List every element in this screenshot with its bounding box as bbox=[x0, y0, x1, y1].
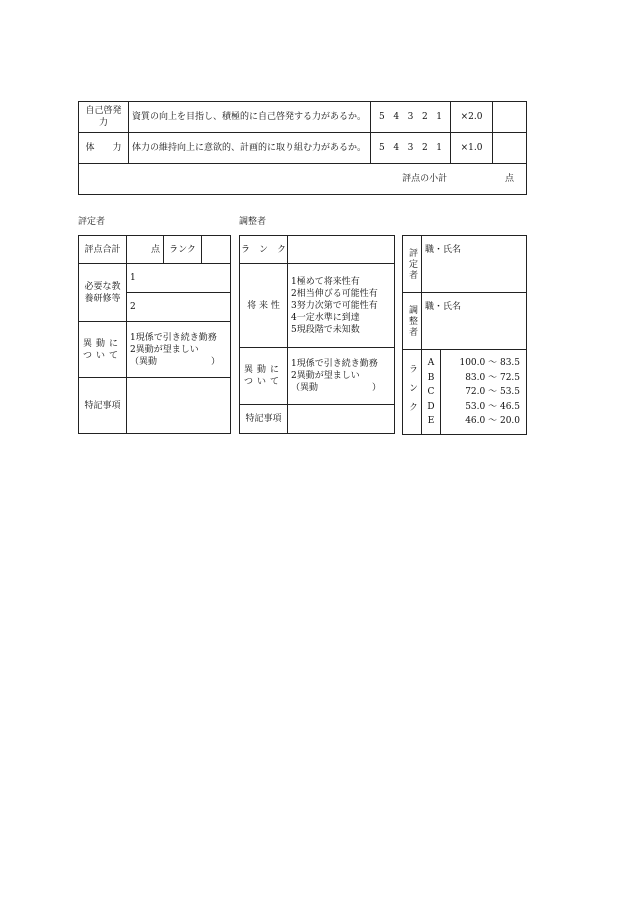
score-3[interactable]: 3 bbox=[407, 112, 414, 122]
adjuster-rank-cell[interactable] bbox=[288, 236, 395, 264]
rank-letter: B bbox=[427, 372, 435, 383]
score-result-cell[interactable] bbox=[493, 133, 527, 164]
rank-value-cell[interactable] bbox=[202, 236, 231, 264]
remarks-label: 特記事項 bbox=[79, 378, 127, 434]
evaluator-signoff-label: 評定者 bbox=[403, 236, 422, 293]
rank-letters bbox=[422, 350, 441, 435]
criteria-name: 自己啓発力 bbox=[79, 102, 129, 133]
future-option[interactable]: 5現段階で未知数 bbox=[291, 324, 360, 335]
rank-letter: A bbox=[427, 358, 435, 368]
future-label: 将 来 性 bbox=[240, 264, 288, 348]
criteria-desc: 資質の向上を目指し、積極的に自己啓発する力があるか。 bbox=[129, 102, 371, 133]
criteria-table bbox=[78, 101, 527, 195]
score-4[interactable]: 4 bbox=[393, 112, 400, 122]
weight: ×2.0 bbox=[451, 102, 493, 133]
score-1[interactable]: 1 bbox=[436, 143, 442, 153]
score-options bbox=[371, 102, 451, 133]
rank-range: 72.0 ～ 53.5 bbox=[465, 387, 521, 397]
subtotal-cell[interactable] bbox=[79, 164, 527, 195]
rank-letter: E bbox=[427, 416, 435, 426]
transfer-option[interactable]: （異動 ） bbox=[291, 383, 382, 393]
transfer-label: 異動について bbox=[79, 322, 127, 378]
adjuster-remarks-label: 特記事項 bbox=[240, 405, 288, 434]
evaluator-heading: 評定者 bbox=[78, 217, 106, 227]
rank-range: 83.0 ～ 72.5 bbox=[465, 372, 521, 383]
name-label: 職・氏名 bbox=[425, 245, 462, 255]
adjuster-signoff-label: 調整者 bbox=[403, 293, 422, 350]
adjuster-table bbox=[239, 235, 395, 434]
transfer-option[interactable]: 2異動が望ましい bbox=[130, 344, 199, 355]
subtotal-label: 評点の小計 bbox=[402, 174, 448, 184]
transfer-option[interactable]: 2異動が望ましい bbox=[291, 371, 360, 381]
name-label: 職・氏名 bbox=[425, 302, 462, 312]
subtotal-row bbox=[79, 164, 527, 195]
criteria-row bbox=[79, 133, 527, 164]
future-option[interactable]: 4一定水準に到達 bbox=[291, 312, 360, 323]
rank-label: ランク bbox=[164, 236, 202, 264]
adjuster-rank-label: ラ ン ク bbox=[240, 236, 288, 264]
rank-range: 53.0 ～ 46.5 bbox=[465, 401, 521, 412]
future-option[interactable]: 2相当伸びる可能性有 bbox=[291, 288, 378, 299]
transfer-option[interactable]: 1現係で引き続き勤務 bbox=[130, 332, 217, 343]
rank-scale-label: ランク bbox=[403, 350, 422, 435]
adjuster-transfer-options[interactable] bbox=[288, 348, 395, 405]
criteria-name: 体 力 bbox=[79, 133, 129, 164]
training-item-2[interactable]: 2 bbox=[127, 293, 231, 322]
signoff-table bbox=[402, 235, 527, 435]
adjuster-name-field[interactable] bbox=[422, 293, 527, 350]
score-3[interactable]: 3 bbox=[407, 143, 414, 153]
transfer-option[interactable]: 1現係で引き続き勤務 bbox=[291, 359, 378, 369]
total-point-unit: 点 bbox=[127, 236, 164, 264]
rank-letter: C bbox=[427, 387, 435, 397]
future-option[interactable]: 1極めて将来性有 bbox=[291, 276, 360, 287]
score-4[interactable]: 4 bbox=[393, 143, 400, 153]
score-5[interactable]: 5 bbox=[379, 112, 385, 122]
adjuster-transfer-label: 異動について bbox=[240, 348, 288, 405]
subtotal-unit: 点 bbox=[504, 174, 514, 184]
future-options[interactable] bbox=[288, 264, 395, 348]
transfer-option[interactable]: （異動 ） bbox=[130, 356, 221, 367]
remarks-field[interactable] bbox=[127, 378, 231, 434]
criteria-desc: 体力の維持向上に意欲的、計画的に取り組む力があるか。 bbox=[129, 133, 371, 164]
rank-ranges bbox=[441, 350, 527, 435]
score-1[interactable]: 1 bbox=[436, 112, 442, 122]
criteria-row bbox=[79, 102, 527, 133]
weight: ×1.0 bbox=[451, 133, 493, 164]
score-result-cell[interactable] bbox=[493, 102, 527, 133]
rank-range: 100.0 ～ 83.5 bbox=[459, 358, 521, 368]
rank-letter: D bbox=[427, 401, 435, 412]
adjuster-remarks-field[interactable] bbox=[288, 405, 395, 434]
evaluator-table bbox=[78, 235, 231, 434]
adjuster-heading: 調整者 bbox=[239, 217, 267, 227]
score-2[interactable]: 2 bbox=[421, 112, 428, 122]
training-item-1[interactable]: 1 bbox=[127, 264, 231, 293]
rank-range: 46.0 ～ 20.0 bbox=[465, 416, 521, 426]
training-label: 必要な教養研修等 bbox=[79, 264, 127, 322]
score-5[interactable]: 5 bbox=[379, 143, 385, 153]
transfer-options[interactable] bbox=[127, 322, 231, 378]
score-2[interactable]: 2 bbox=[421, 143, 428, 153]
total-label: 評点合計 bbox=[79, 236, 127, 264]
evaluator-name-field[interactable] bbox=[422, 236, 527, 293]
future-option[interactable]: 3努力次第で可能性有 bbox=[291, 300, 378, 311]
score-options bbox=[371, 133, 451, 164]
